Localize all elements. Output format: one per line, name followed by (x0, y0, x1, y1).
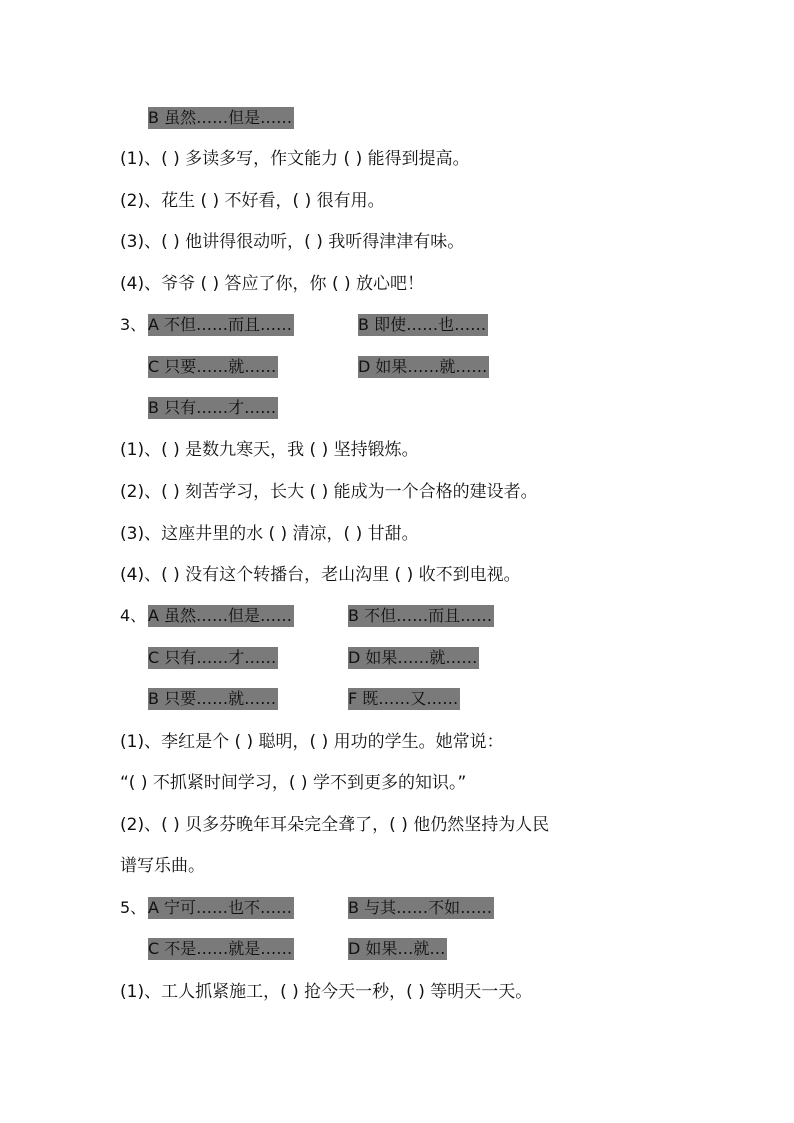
s3-question-4: (4)、( ) 没有这个转播台，老山沟里 ( ) 收不到电视。 (120, 565, 521, 585)
s4-number: 4、 (120, 606, 147, 625)
s4-option-b: B 不但……而且…… (348, 606, 493, 625)
s2-question-3: (3)、( ) 他讲得很动听，( ) 我听得津津有味。 (120, 232, 465, 252)
s5-option-c: C 不是……就是…… (148, 939, 293, 958)
s4-option-d: D 如果……就…… (348, 648, 478, 667)
s4-question-2-line-2: 谱写乐曲。 (120, 856, 205, 876)
s4-question-1-line-2: “( ) 不抓紧时间学习，( ) 学不到更多的知识。” (120, 773, 467, 793)
s3-option-b: B 即使……也…… (358, 315, 487, 334)
s5-question-1: (1)、工人抓紧施工，( ) 抢今天一秒，( ) 等明天一天。 (120, 982, 533, 1002)
s2-option-e: B 虽然……但是…… (148, 108, 293, 127)
s5-option-b: B 与其……不如…… (348, 898, 493, 917)
s3-option-d: D 如果……就…… (358, 357, 488, 376)
s4-option-c: C 只有……才…… (148, 648, 277, 667)
s4-option-f: F 既……又…… (348, 689, 459, 708)
s4-option-e: B 只要……就…… (148, 689, 277, 708)
s3-question-2: (2)、( ) 刻苦学习，长大 ( ) 能成为一个合格的建设者。 (120, 482, 538, 502)
s3-option-a: A 不但……而且…… (148, 315, 293, 334)
s2-question-2: (2)、花生 ( ) 不好看，( ) 很有用。 (120, 191, 385, 211)
s5-number: 5、 (120, 898, 147, 917)
s4-option-a: A 虽然……但是…… (148, 606, 293, 625)
s2-question-4: (4)、爷爷 ( ) 答应了你，你 ( ) 放心吧！ (120, 274, 425, 294)
s3-question-1: (1)、( ) 是数九寒天，我 ( ) 坚持锻炼。 (120, 440, 419, 460)
s3-option-c: C 只要……就…… (148, 357, 277, 376)
s3-number: 3、 (120, 315, 147, 334)
s4-question-2-line-1: (2)、( ) 贝多芬晚年耳朵完全聋了，( ) 他仍然坚持为人民 (120, 815, 550, 835)
s5-option-a: A 宁可……也不…… (148, 898, 293, 917)
s3-question-3: (3)、这座井里的水 ( ) 清凉，( ) 甘甜。 (120, 524, 419, 544)
s3-option-e: B 只有……才…… (148, 398, 277, 417)
s5-option-d: D 如果…就… (348, 939, 446, 958)
s2-question-1: (1)、( ) 多读多写，作文能力 ( ) 能得到提高。 (120, 149, 470, 169)
s4-question-1-line-1: (1)、李红是个 ( ) 聪明，( ) 用功的学生。她常说： (120, 732, 504, 752)
